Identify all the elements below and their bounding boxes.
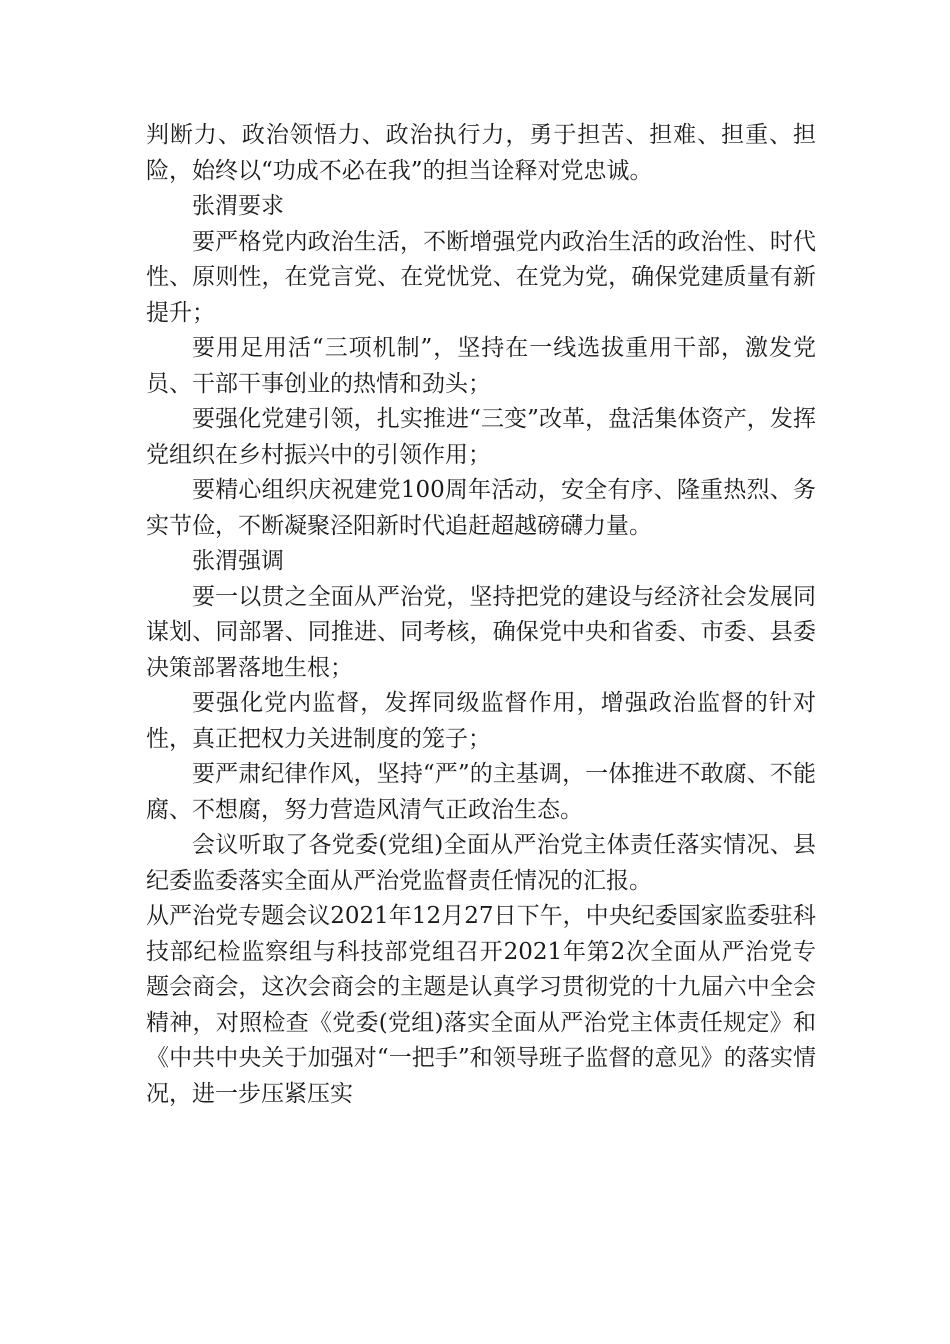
paragraph: 要强化党内监督，发挥同级监督作用，增强政治监督的针对性，真正把权力关进制度的笼子； [146,690,816,752]
paragraph-continued: 判断力、政治领悟力、政治执行力，勇于担苦、担难、担重、担险，始终以“功成不必在我”的担当诠释对党忠诚。 [146,122,816,184]
paragraph: 要用足用活“三项机制”，坚持在一线选拔重用干部，激发党员、干部干事创业的热情和劲头； [146,335,816,397]
paragraph: 要严格党内政治生活，不断增强党内政治生活的政治性、时代性、原则性，在党言党、在党忧党、在党为党，确保党建质量有新提升； [146,228,816,326]
section-heading-emphasis: 张渭强调 [192,548,284,574]
paragraph: 要严肃纪律作风，坚持“严”的主基调，一体推进不敢腐、不能腐、不想腐，努力营造风清气正政治生态。 [146,761,816,823]
paragraph: 要强化党建引领，扎实推进“三变”改革，盘活集体资产，发挥党组织在乡村振兴中的引领作用； [146,406,816,468]
section-heading-requirements: 张渭要求 [192,193,284,219]
paragraph-continued: 从严治党专题会议2021年12月27日下午，中央纪委国家监委驻科技部纪检监察组与科技部党组召开2021年第2次全面从严治党专题会商会，这次会商会的主题是认真学习贯彻党的十九届六中全会精神，对照检查《党委(党组)落实全面从严治党主体责任规定》和《中共中央关于加强对“一把手”和领导班子监督的意见》的落实情况，进一步压紧压实 [146,903,816,1107]
paragraph: 要精心组织庆祝建党100周年活动，安全有序、隆重热烈、务实节俭，不断凝聚泾阳新时代追赶超越磅礴力量。 [146,477,816,539]
paragraph: 会议听取了各党委(党组)全面从严治党主体责任落实情况、县纪委监委落实全面从严治党监督责任情况的汇报。 [146,832,816,894]
paragraph: 要一以贯之全面从严治党，坚持把党的建设与经济社会发展同谋划、同部署、同推进、同考核，确保党中央和省委、市委、县委决策部署落地生根； [146,583,816,681]
document-body [146,118,816,1112]
